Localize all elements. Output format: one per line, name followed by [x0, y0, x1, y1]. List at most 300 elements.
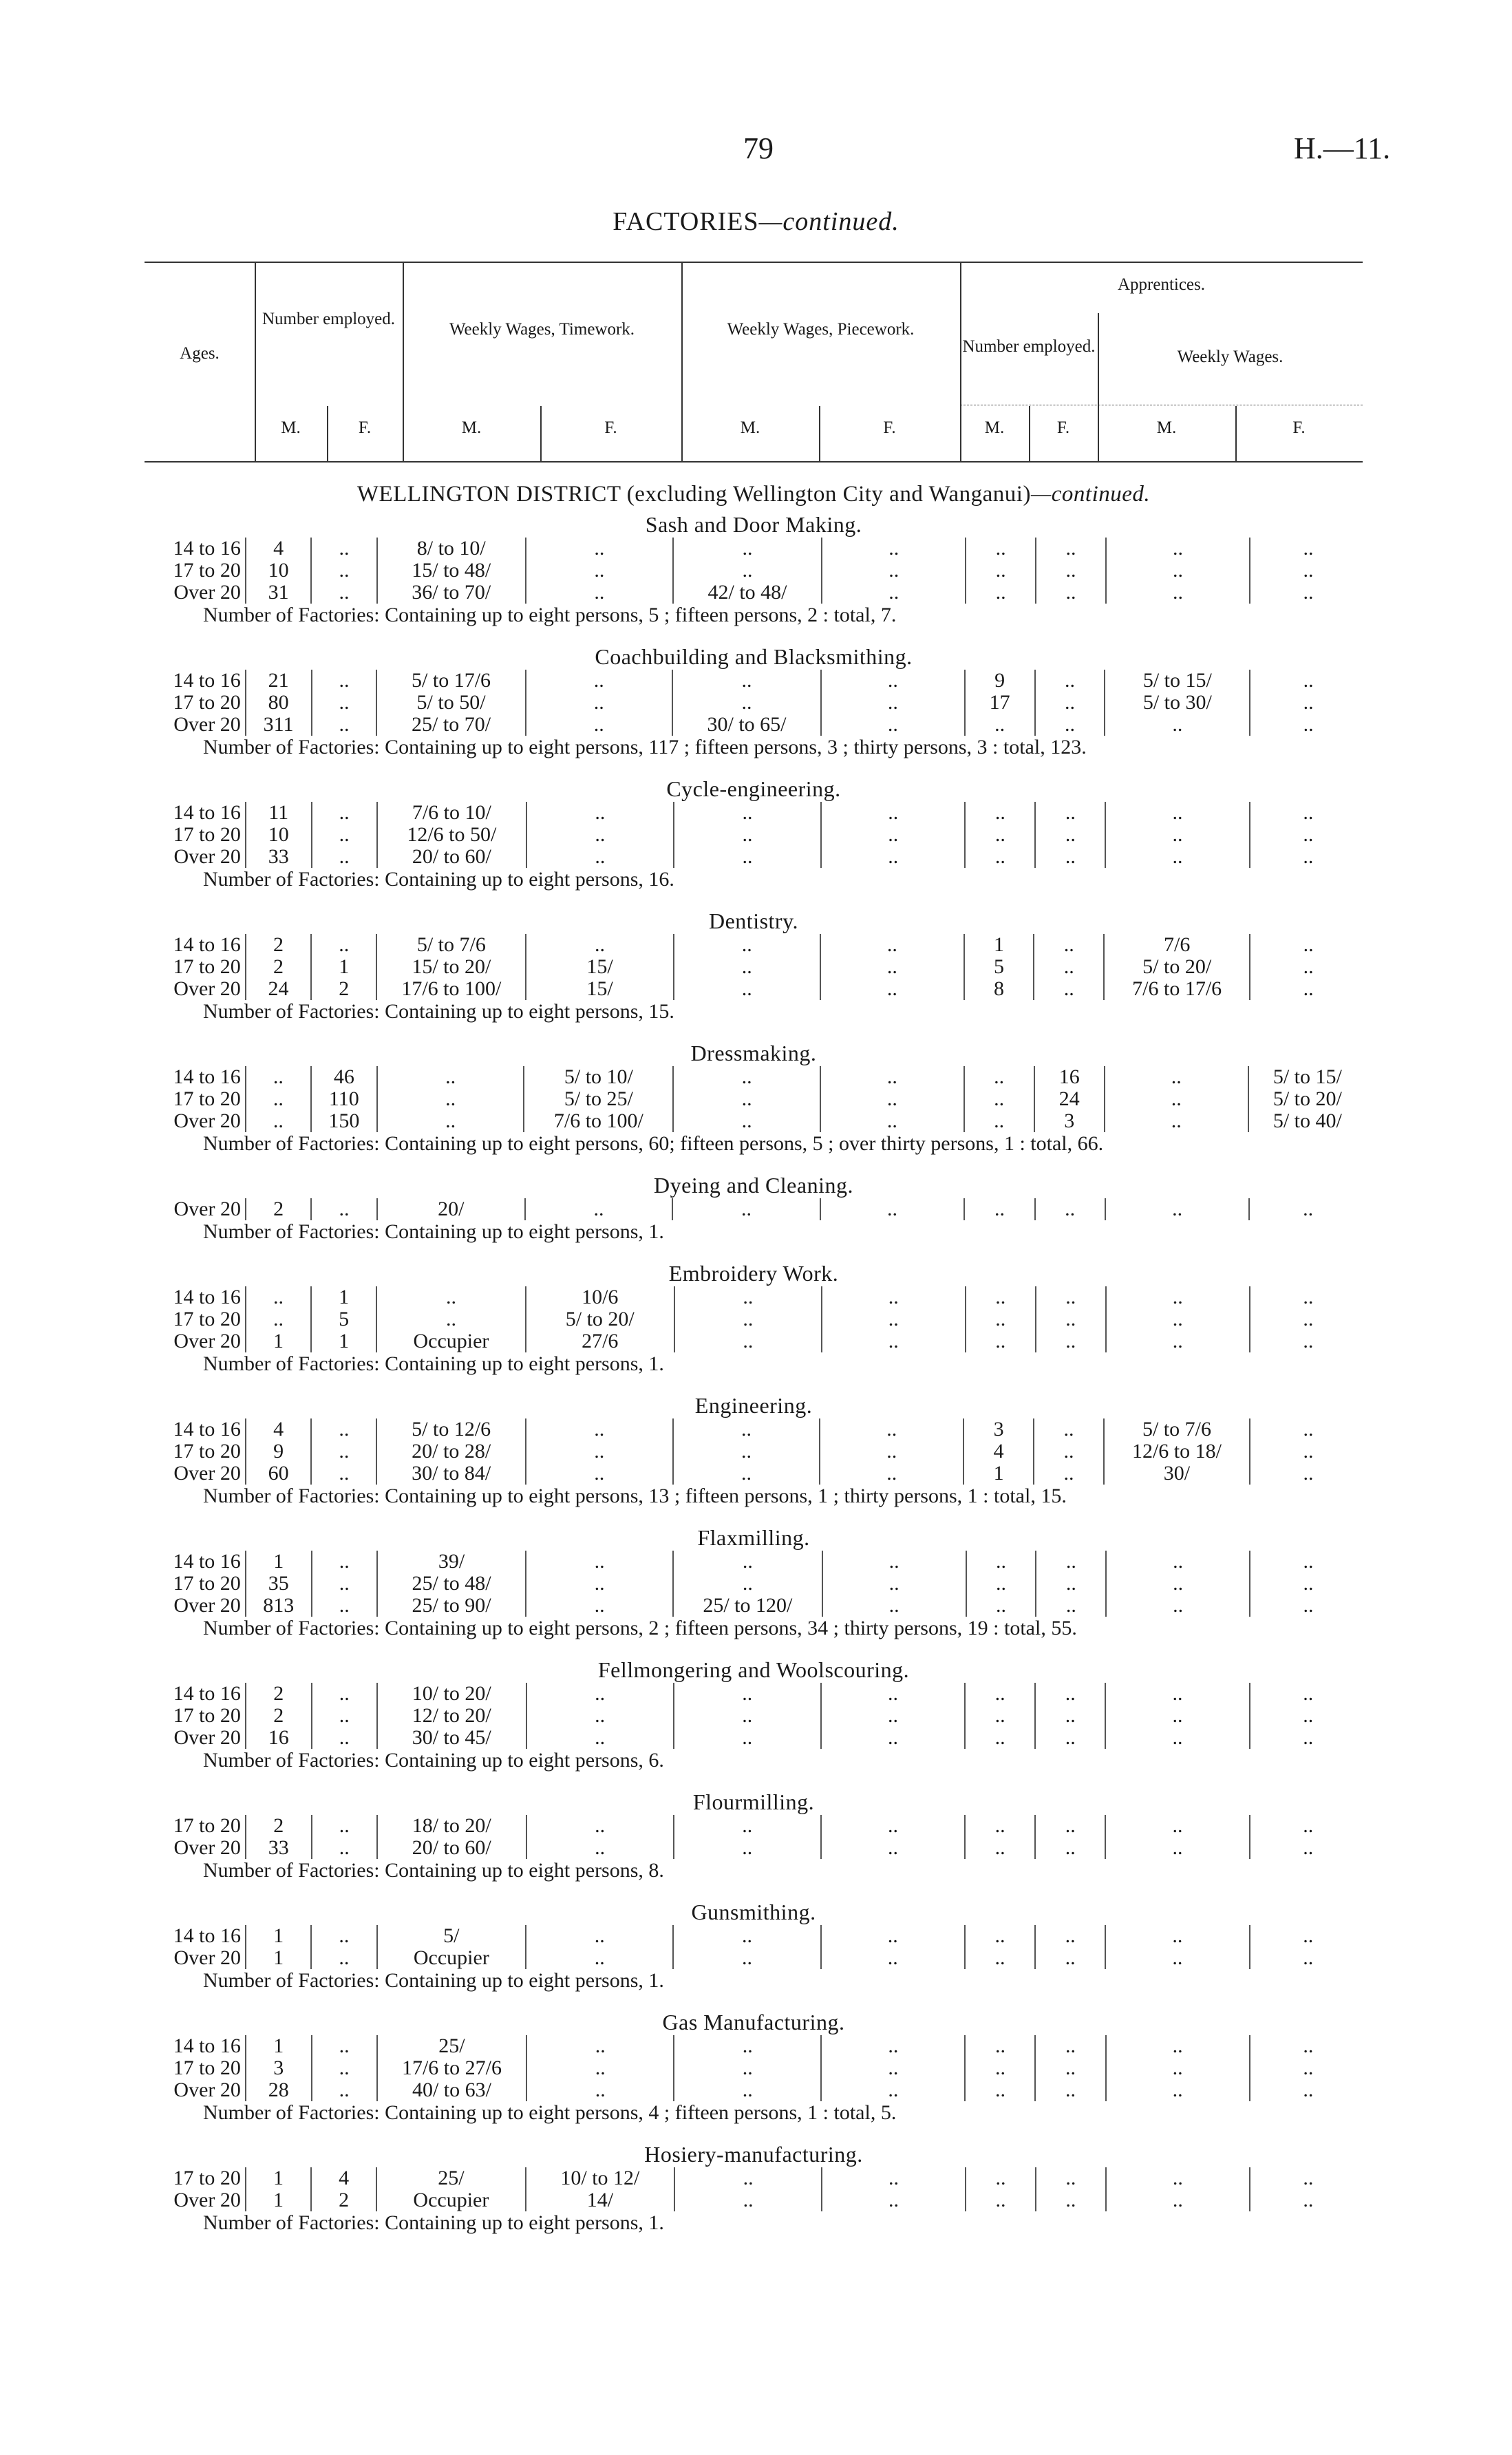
table-row	[141, 1573, 1366, 1595]
table-cell: ..	[1250, 670, 1366, 692]
col-ages: Ages.	[180, 344, 220, 363]
table-cell: ..	[1250, 1837, 1366, 1859]
table-cell: ..	[376, 1286, 525, 1308]
table-cell: ..	[1106, 560, 1250, 582]
age-group-cell: Over 20	[173, 1946, 241, 1969]
table-cell: ..	[674, 1683, 821, 1705]
col-m: M.	[1156, 418, 1177, 437]
age-group-cell: 14 to 16	[173, 933, 241, 956]
age-group-cell: Over 20	[173, 713, 241, 736]
table-cell: ..	[526, 1815, 674, 1837]
table-cell: 5/ to 30/	[1105, 692, 1250, 714]
col-wages-timework: Weekly Wages, Timework.	[449, 320, 635, 339]
table-cell: ..	[525, 1198, 672, 1220]
table-row	[141, 824, 1366, 846]
table-cell: 36/ to 70/	[377, 582, 526, 604]
table-cell: ..	[1106, 582, 1250, 604]
table-cell: ..	[1250, 1418, 1366, 1441]
table-cell: 7/6	[1104, 934, 1250, 956]
col-appr-number-employed: Number employed.	[962, 337, 1096, 356]
table-cell: ..	[1106, 2189, 1250, 2211]
table-cell: ..	[966, 582, 1036, 604]
table-cell: ..	[1250, 714, 1366, 736]
table-cell: 1	[246, 2189, 311, 2211]
table-cell: ..	[1035, 1198, 1105, 1220]
table-cell: ..	[1105, 846, 1249, 868]
table-cell: ..	[1250, 846, 1366, 868]
table-cell: ..	[965, 1947, 1035, 1969]
table-cell: ..	[965, 1705, 1035, 1727]
table-row	[141, 2079, 1366, 2101]
table-cell: ..	[674, 1815, 821, 1837]
table-cell: ..	[673, 560, 822, 582]
age-group-cell: 17 to 20	[173, 691, 241, 714]
table-cell: ..	[526, 2035, 674, 2057]
table-cell: ..	[820, 934, 964, 956]
table-cell: 5/ to 15/	[1105, 670, 1250, 692]
age-group-cell: Over 20	[173, 845, 241, 868]
table-cell: ..	[966, 538, 1036, 560]
table-cell: ..	[821, 846, 965, 868]
table-cell: ..	[1250, 1727, 1366, 1749]
table-cell: 12/6 to 50/	[377, 824, 526, 846]
table-cell: ..	[1034, 1441, 1104, 1463]
table-cell: 5/ to 20/	[526, 1308, 674, 1330]
table-cell: ..	[1034, 1418, 1104, 1441]
industry-section	[141, 1789, 1366, 1882]
table-row	[141, 1925, 1366, 1947]
table-cell: ..	[526, 934, 673, 956]
table-cell: ..	[1249, 1198, 1366, 1220]
table-cell: ..	[526, 1573, 673, 1595]
table-cell: 2	[246, 1815, 312, 1837]
table-cell: ..	[1250, 802, 1366, 824]
table-cell: ..	[1250, 978, 1366, 1000]
table-cell: ..	[312, 2079, 377, 2101]
table-cell: ..	[312, 824, 377, 846]
table-row	[141, 1198, 1366, 1220]
table-row	[141, 1683, 1366, 1705]
industry-section	[141, 2141, 1366, 2235]
table-cell: ..	[1250, 1441, 1366, 1463]
table-cell: ..	[1036, 1330, 1106, 1352]
table-header	[145, 262, 1363, 461]
table-cell: 30/ to 45/	[377, 1727, 526, 1749]
age-group-cell: 17 to 20	[173, 2057, 241, 2079]
table-row	[141, 1330, 1366, 1352]
table-cell: ..	[821, 802, 965, 824]
col-m: M.	[984, 418, 1005, 437]
col-f: F.	[358, 418, 372, 437]
factories-count-note: Number of Factories: Containing up to eight persons, 16.	[203, 868, 674, 891]
page-number: 79	[743, 131, 774, 165]
industry-name: Dyeing and Cleaning.	[654, 1173, 853, 1198]
table-cell: ..	[246, 1066, 311, 1088]
table-cell: 1	[311, 1330, 376, 1352]
table-cell: ..	[526, 2079, 674, 2101]
table-cell: ..	[312, 1727, 377, 1749]
industry-name: Coachbuilding and Blacksmithing.	[595, 644, 913, 669]
industry-section	[141, 1040, 1366, 1156]
table-cell: ..	[673, 1925, 820, 1947]
table-cell: ..	[673, 1066, 820, 1088]
table-cell: ..	[674, 802, 821, 824]
industry-table	[141, 1551, 1366, 1617]
table-cell: ..	[311, 538, 376, 560]
table-row	[141, 1308, 1366, 1330]
table-cell: ..	[1105, 824, 1249, 846]
table-cell: Occupier	[376, 1330, 525, 1352]
age-group-cell: 14 to 16	[173, 1924, 241, 1947]
table-cell: ..	[312, 2035, 377, 2057]
table-cell: ..	[820, 1088, 964, 1110]
table-cell: ..	[1105, 1198, 1250, 1220]
industry-table	[141, 1683, 1366, 1749]
table-cell: 10/ to 20/	[377, 1683, 526, 1705]
industry-section	[141, 644, 1366, 759]
industry-name: Flaxmilling.	[697, 1525, 810, 1550]
table-cell: ..	[821, 1815, 965, 1837]
col-m: M.	[461, 418, 482, 437]
table-row	[141, 934, 1366, 956]
page-title-suffix: —continued.	[758, 207, 899, 236]
table-cell: ..	[526, 1551, 673, 1573]
table-cell: ..	[966, 1573, 1036, 1595]
table-cell: 8	[964, 978, 1034, 1000]
table-cell: ..	[1035, 670, 1105, 692]
factories-count-note: Number of Factories: Containing up to eight persons, 4 ; fifteen persons, 1 : total, 5.	[203, 2101, 897, 2124]
table-cell: ..	[822, 1595, 966, 1617]
table-row	[141, 670, 1366, 692]
industry-section	[141, 1657, 1366, 1772]
table-cell: ..	[821, 1925, 965, 1947]
table-cell: 5	[964, 956, 1034, 978]
table-cell: ..	[1250, 2079, 1366, 2101]
table-cell: 1	[246, 1330, 311, 1352]
table-cell: ..	[820, 1198, 965, 1220]
table-cell: 2	[246, 1705, 312, 1727]
page-title-text: FACTORIES	[613, 207, 759, 236]
table-cell: 33	[246, 1837, 312, 1859]
industry-name: Flourmilling.	[692, 1789, 815, 1814]
table-cell: ..	[312, 692, 377, 714]
table-cell: ..	[1035, 802, 1105, 824]
table-cell: ..	[1250, 2035, 1366, 2057]
table-cell: ..	[246, 1088, 311, 1110]
age-group-cell: 14 to 16	[173, 1065, 241, 1088]
table-cell: ..	[673, 1441, 820, 1463]
table-cell: 7/6 to 100/	[524, 1110, 673, 1132]
table-cell: 80	[246, 692, 312, 714]
table-cell: ..	[822, 1551, 966, 1573]
table-cell: ..	[821, 1837, 965, 1859]
table-row	[141, 714, 1366, 736]
col-m: M.	[281, 418, 301, 437]
table-cell: ..	[672, 692, 821, 714]
age-group-cell: 14 to 16	[173, 1286, 241, 1308]
table-cell: ..	[821, 2079, 965, 2101]
table-cell: 5/ to 17/6	[376, 670, 525, 692]
table-cell: ..	[1105, 1947, 1249, 1969]
table-cell: ..	[526, 1947, 673, 1969]
factories-count-note: Number of Factories: Containing up to eight persons, 1.	[203, 1969, 664, 1992]
age-group-cell: Over 20	[173, 1462, 241, 1485]
table-cell: ..	[673, 1088, 820, 1110]
industry-table	[141, 670, 1366, 736]
col-f: F.	[604, 418, 617, 437]
col-appr-weekly-wages: Weekly Wages.	[1177, 348, 1284, 366]
table-cell: ..	[377, 1066, 524, 1088]
table-cell: ..	[311, 1947, 376, 1969]
table-row	[141, 538, 1366, 560]
table-cell: ..	[821, 692, 964, 714]
table-cell: ..	[1105, 1925, 1249, 1947]
table-row	[141, 846, 1366, 868]
table-cell: ..	[674, 2035, 821, 2057]
table-cell: ..	[1106, 1286, 1250, 1308]
table-cell: 10/6	[526, 1286, 674, 1308]
table-cell: ..	[312, 2057, 377, 2079]
table-cell: ..	[965, 1683, 1035, 1705]
table-cell: 15/	[526, 978, 673, 1000]
table-cell: ..	[1250, 1595, 1366, 1617]
table-cell: ..	[312, 1683, 377, 1705]
table-cell: ..	[311, 582, 376, 604]
table-cell: ..	[1250, 1573, 1366, 1595]
table-cell: ..	[526, 1683, 674, 1705]
table-row	[141, 1441, 1366, 1463]
table-cell: 2	[246, 956, 311, 978]
table-cell: ..	[311, 1925, 376, 1947]
table-cell: ..	[1105, 1727, 1249, 1749]
table-row	[141, 956, 1366, 978]
table-cell: ..	[312, 1551, 377, 1573]
table-cell: ..	[1036, 1308, 1106, 1330]
table-cell: Occupier	[376, 2189, 525, 2211]
table-cell: 12/6 to 18/	[1104, 1441, 1250, 1463]
table-cell: ..	[674, 978, 820, 1000]
table-cell: ..	[1035, 2035, 1105, 2057]
table-cell: 15/	[526, 956, 673, 978]
age-group-cell: 17 to 20	[173, 1814, 241, 1837]
table-cell: ..	[1250, 956, 1366, 978]
table-cell: ..	[1035, 714, 1105, 736]
table-cell: ..	[1106, 538, 1250, 560]
table-cell: ..	[1035, 1925, 1105, 1947]
age-group-cell: Over 20	[173, 1198, 241, 1220]
table-cell: 28	[246, 2079, 312, 2101]
table-cell: ..	[965, 1837, 1035, 1859]
table-cell: 10	[246, 560, 312, 582]
table-cell: 3	[1034, 1110, 1105, 1132]
age-group-cell: Over 20	[173, 581, 241, 604]
industry-name: Embroidery Work.	[668, 1261, 839, 1286]
table-cell: ..	[1105, 1110, 1248, 1132]
table-cell: 16	[246, 1727, 312, 1749]
table-cell: 5/ to 20/	[1248, 1088, 1366, 1110]
table-cell: ..	[966, 1595, 1036, 1617]
age-group-cell: Over 20	[173, 1109, 241, 1132]
age-group-cell: 17 to 20	[173, 1704, 241, 1727]
district-heading	[141, 482, 1366, 507]
table-cell: ..	[820, 1066, 964, 1088]
col-apprentices: Apprentices.	[1117, 275, 1206, 294]
table-cell: ..	[1036, 2189, 1106, 2211]
industry-name: Gunsmithing.	[691, 1900, 816, 1924]
table-cell: ..	[1035, 692, 1105, 714]
table-cell: ..	[820, 1418, 963, 1441]
table-cell: ..	[1106, 2167, 1250, 2189]
industry-table	[141, 2167, 1366, 2211]
table-cell: 2	[246, 1683, 312, 1705]
table-cell: ..	[964, 1110, 1034, 1132]
table-cell: ..	[1106, 1573, 1250, 1595]
table-cell: ..	[966, 560, 1036, 582]
table-cell: ..	[526, 824, 674, 846]
table-cell: ..	[965, 714, 1035, 736]
factories-count-note: Number of Factories: Containing up to eight persons, 5 ; fifteen persons, 2 : total, 7.	[203, 604, 897, 626]
table-cell: ..	[1035, 2079, 1105, 2101]
table-cell: ..	[312, 846, 377, 868]
table-cell: ..	[1106, 1308, 1250, 1330]
table-cell: ..	[1035, 1705, 1105, 1727]
table-cell: ..	[965, 846, 1035, 868]
table-cell: ..	[1106, 1330, 1250, 1352]
table-cell: ..	[246, 1286, 311, 1308]
industry-table	[141, 1925, 1366, 1969]
table-body	[141, 482, 1366, 2251]
table-cell: ..	[673, 1573, 822, 1595]
table-cell: ..	[526, 1595, 673, 1617]
age-group-cell: 14 to 16	[173, 1550, 241, 1573]
table-cell: 5/ to 10/	[524, 1066, 673, 1088]
col-f: F.	[1292, 418, 1306, 437]
table-cell: ..	[526, 1418, 673, 1441]
table-cell: ..	[526, 802, 674, 824]
table-row	[141, 1705, 1366, 1727]
table-cell: ..	[822, 560, 966, 582]
table-cell: ..	[966, 2189, 1036, 2211]
industry-name: Hosiery-manufacturing.	[644, 2142, 863, 2167]
table-cell: ..	[377, 1088, 524, 1110]
table-cell: 7/6 to 17/6	[1104, 978, 1250, 1000]
table-cell: 39/	[377, 1551, 526, 1573]
table-cell: ..	[820, 1463, 963, 1485]
table-cell: 17/6 to 27/6	[377, 2057, 526, 2079]
table-cell: ..	[1250, 824, 1366, 846]
table-cell: ..	[821, 1727, 965, 1749]
table-cell: ..	[672, 670, 821, 692]
industry-name: Cycle-engineering.	[666, 776, 841, 801]
table-cell: ..	[526, 714, 672, 736]
table-cell: ..	[311, 560, 376, 582]
table-cell: 33	[246, 846, 312, 868]
table-cell: ..	[673, 1418, 820, 1441]
industry-table	[141, 1198, 1366, 1220]
table-cell: 25/ to 48/	[377, 1573, 526, 1595]
table-cell: 5/ to 25/	[524, 1088, 673, 1110]
table-cell: ..	[1035, 1727, 1105, 1749]
table-cell: ..	[1250, 1683, 1366, 1705]
table-cell: 5/ to 40/	[1248, 1110, 1366, 1132]
col-f: F.	[1056, 418, 1070, 437]
table-row	[141, 1551, 1366, 1573]
table-cell: 17	[965, 692, 1035, 714]
table-cell: ..	[1036, 2167, 1106, 2189]
industry-section	[141, 1260, 1366, 1376]
table-cell: 21	[246, 670, 312, 692]
table-cell: ..	[1106, 1595, 1250, 1617]
table-cell: 15/ to 20/	[376, 956, 526, 978]
table-cell: ..	[311, 1418, 376, 1441]
industry-name: Dressmaking.	[690, 1041, 817, 1065]
table-cell: 4	[963, 1441, 1034, 1463]
table-cell: ..	[822, 538, 966, 560]
table-cell: ..	[1034, 934, 1104, 956]
age-group-cell: 17 to 20	[173, 823, 241, 846]
table-cell: 5	[311, 1308, 376, 1330]
industry-name: Fellmongering and Woolscouring.	[597, 1657, 910, 1682]
table-cell: ..	[966, 1286, 1036, 1308]
table-cell: ..	[965, 2035, 1035, 2057]
table-cell: 24	[246, 978, 311, 1000]
table-cell: ..	[526, 1837, 674, 1859]
table-cell: ..	[821, 1705, 965, 1727]
table-cell: 30/ to 65/	[672, 714, 821, 736]
table-cell: ..	[820, 956, 964, 978]
table-cell: ..	[1250, 1463, 1366, 1485]
table-cell: ..	[673, 538, 822, 560]
table-row	[141, 978, 1366, 1000]
table-cell: ..	[822, 2167, 966, 2189]
table-cell: 20/	[377, 1198, 525, 1220]
table-cell: ..	[526, 2057, 674, 2079]
industry-sections	[141, 511, 1366, 2235]
table-cell: 42/ to 48/	[673, 582, 822, 604]
table-cell: ..	[1034, 1463, 1104, 1485]
table-cell: 110	[311, 1088, 377, 1110]
table-cell: ..	[674, 2057, 821, 2079]
table-cell: ..	[1250, 1330, 1366, 1352]
industry-name: Engineering.	[694, 1393, 813, 1418]
table-cell: 25/	[376, 2167, 525, 2189]
table-cell: ..	[1250, 1308, 1366, 1330]
col-number-employed: Number employed.	[262, 310, 395, 328]
table-cell: ..	[966, 1308, 1036, 1330]
age-group-cell: 14 to 16	[173, 2034, 241, 2057]
table-cell: 4	[246, 538, 312, 560]
age-group-cell: Over 20	[173, 1594, 241, 1617]
table-cell: ..	[966, 2167, 1036, 2189]
table-cell: 20/ to 28/	[376, 1441, 525, 1463]
table-cell: 1	[963, 1463, 1034, 1485]
district-title: WELLINGTON DISTRICT (excluding Wellington City and Wanganui)	[356, 482, 1031, 507]
table-cell: 5/ to 20/	[1104, 956, 1250, 978]
table-cell: ..	[1034, 978, 1104, 1000]
table-cell: ..	[1035, 1683, 1105, 1705]
table-cell: ..	[822, 582, 966, 604]
table-cell: ..	[674, 2167, 822, 2189]
table-cell: 1	[246, 2167, 311, 2189]
table-row	[141, 802, 1366, 824]
table-cell: ..	[312, 670, 377, 692]
table-cell: ..	[312, 714, 377, 736]
table-cell: 2	[246, 934, 311, 956]
table-cell: ..	[312, 1573, 377, 1595]
table-cell: ..	[1250, 560, 1366, 582]
factories-count-note: Number of Factories: Containing up to eight persons, 15.	[203, 1000, 674, 1023]
table-cell: ..	[673, 1551, 822, 1573]
